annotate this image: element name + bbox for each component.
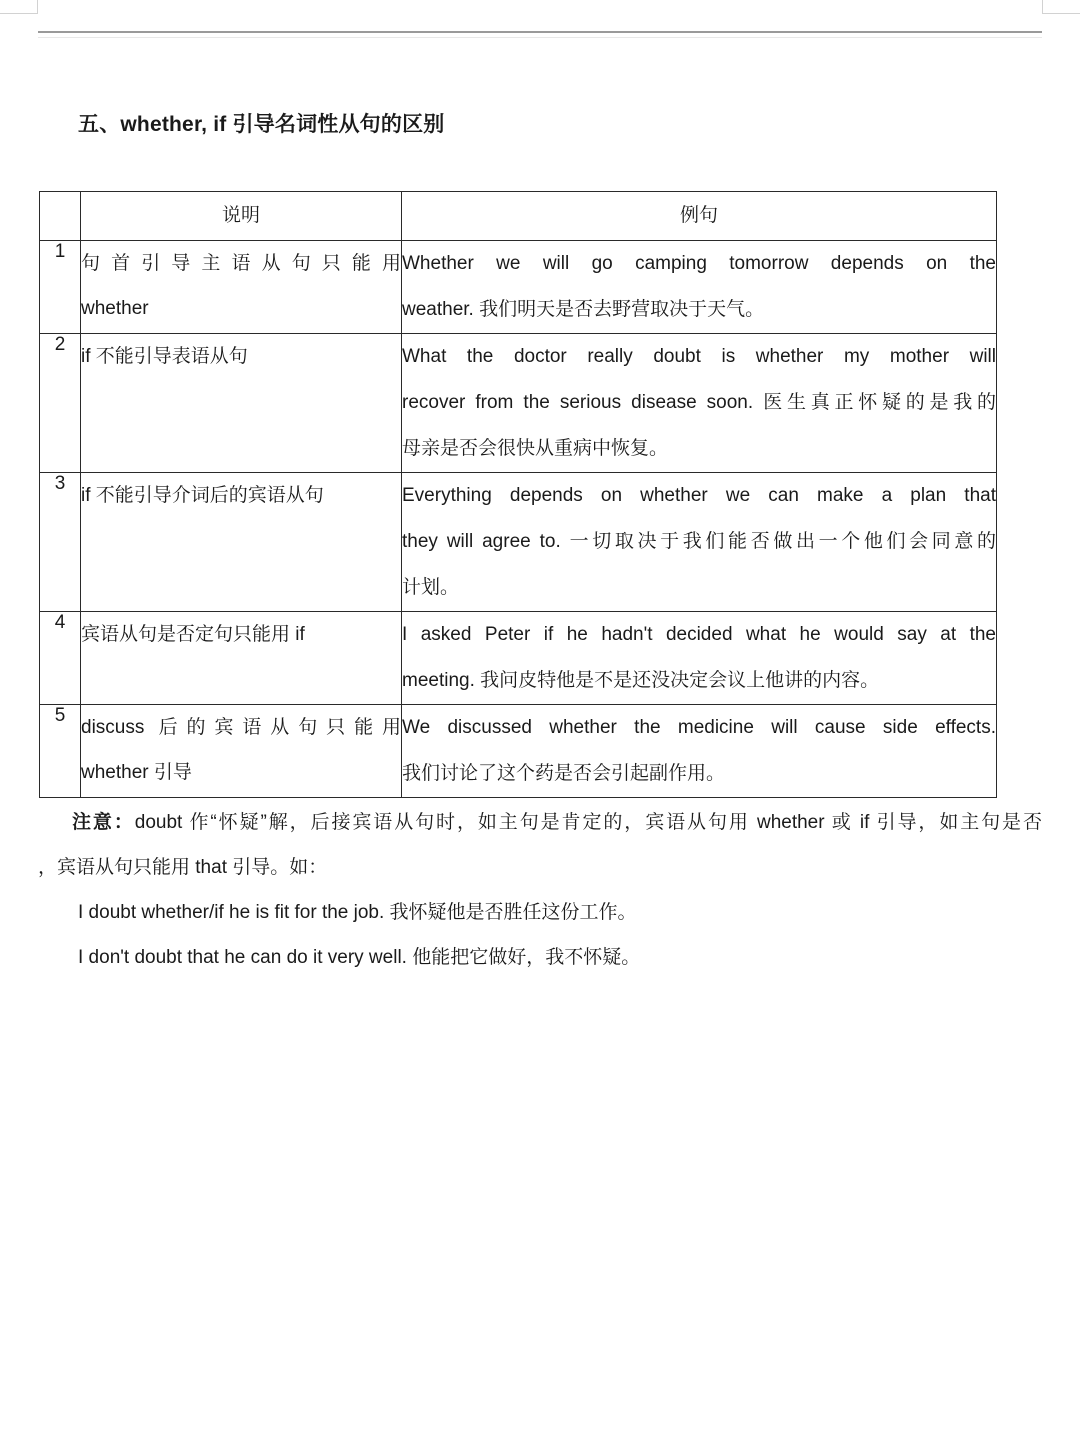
row-number: 1 [40,241,81,334]
description-line: if 不能引导表语从句 [81,346,248,367]
note-line-second: ，宾语从句只能用 that 引导。如： [38,857,328,878]
example-line: 母亲是否会很快从重病中恢复。 [402,438,669,459]
example-line: Everything depends on whether we can make a plan that [402,485,996,506]
note-label: 注意： [72,812,135,833]
example-sentence: I doubt whether/if he is fit for the job. 我怀疑他是否胜任这份工作。 [78,902,637,923]
row-example [402,612,997,705]
crop-mark-top-right [1042,0,1080,14]
row-number: 2 [40,334,81,473]
example-line: 计划。 [402,577,460,598]
header-cell-number [40,192,81,241]
table-row [40,473,997,612]
note-line-first [38,800,1042,845]
header-rule-thin [38,37,1042,38]
table-header-row [40,192,997,241]
example-sentence: I don't doubt that he can do it very well. 他能把它做好，我不怀疑。 [78,947,641,968]
row-description [81,334,402,473]
example-line: 我们讨论了这个药是否会引起副作用。 [402,763,726,784]
grammar-comparison-table [39,191,997,798]
header-rule [38,31,1042,33]
header-cell-example: 例句 [402,192,997,241]
row-example [402,705,997,798]
description-line: 宾语从句是否定句只能用 if [81,624,305,645]
description-line: whether 引导 [81,762,192,783]
table-row [40,334,997,473]
example-line: What the doctor really doubt is whether my mother will [402,346,996,367]
example-line: I asked Peter if he hadn't decided what he would say at the [402,624,996,645]
example-line: We discussed whether the medicine will cause side effects. [402,717,996,738]
row-number: 3 [40,473,81,612]
table-row [40,241,997,334]
description-line: discuss 后的宾语从句只能用 [81,717,401,738]
row-example [402,241,997,334]
row-description [81,705,402,798]
note-paragraph [38,800,1042,890]
example-sentences [78,890,1018,980]
example-line: they will agree to. 一切取决于我们能否做出一个他们会同意的 [402,531,996,552]
example-line: Whether we will go camping tomorrow depends on the [402,253,996,274]
table-row [40,705,997,798]
row-number: 4 [40,612,81,705]
description-line: whether [81,298,149,319]
row-description [81,612,402,705]
crop-mark-top-left [0,0,38,14]
example-line: weather. 我们明天是否去野营取决于天气。 [402,299,765,320]
row-number: 5 [40,705,81,798]
section-title: 五、whether, if 引导名词性从句的区别 [78,113,445,136]
description-line: if 不能引导介词后的宾语从句 [81,485,324,506]
example-line: meeting. 我问皮特他是不是还没决定会议上他讲的内容。 [402,670,880,691]
table-row [40,612,997,705]
row-description [81,241,402,334]
description-line: 句首引导主语从句只能用 [81,253,401,274]
header-cell-description: 说明 [81,192,402,241]
row-example [402,473,997,612]
row-description [81,473,402,612]
example-line: recover from the serious disease soon. 医生真正怀疑的是我的 [402,392,996,413]
row-example [402,334,997,473]
note-line-first-text: doubt 作“怀疑”解，后接宾语从句时，如主句是肯定的，宾语从句用 whether 或 if 引导，如主句是否 [134,812,1042,833]
